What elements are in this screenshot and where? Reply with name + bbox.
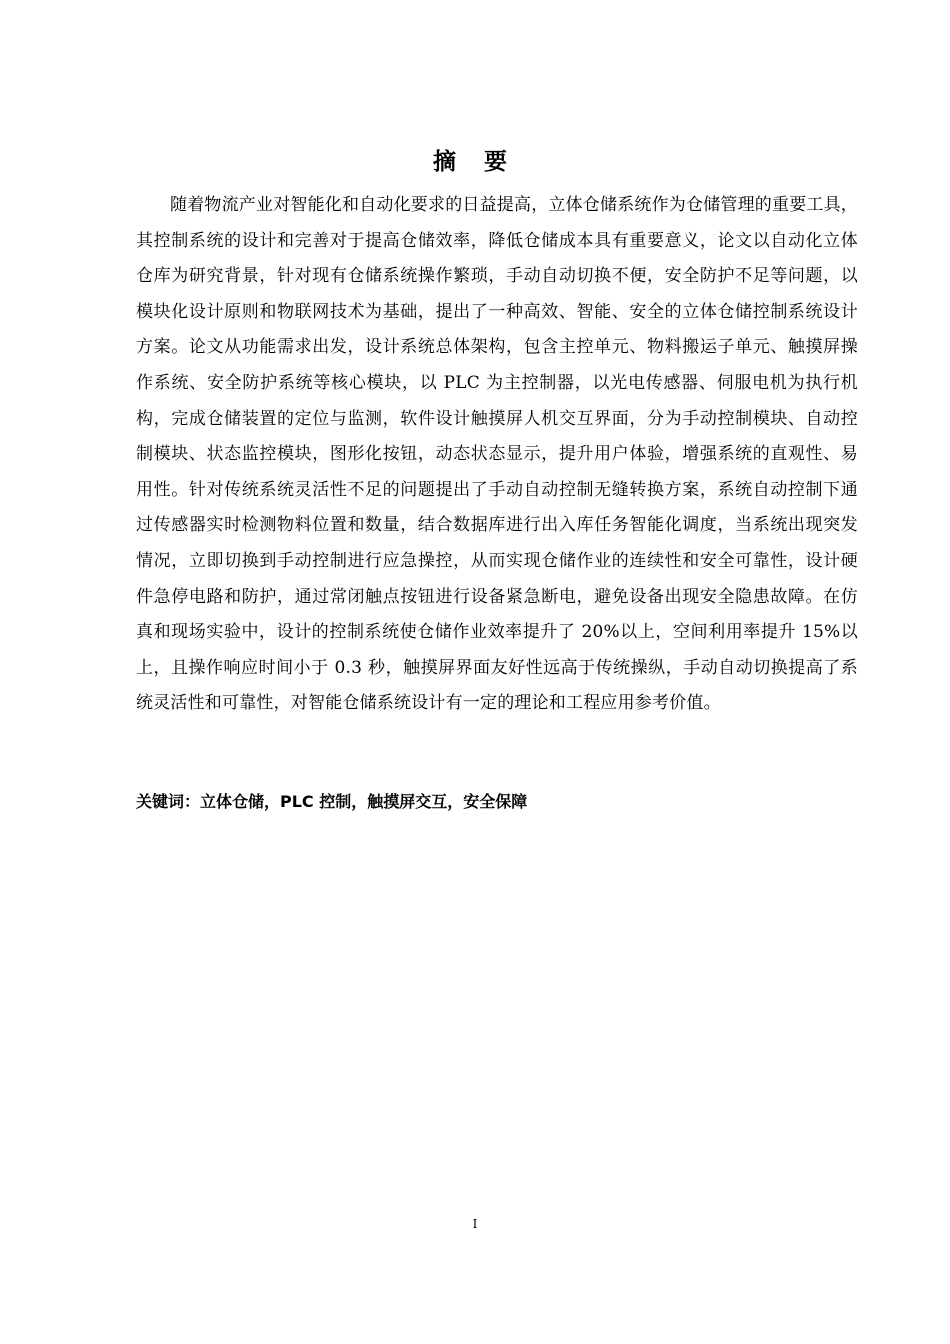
abstract-title: 摘 要: [432, 149, 517, 175]
page-number: I: [472, 1217, 478, 1231]
abstract-body: 随着物流产业对智能化和自动化要求的日益提高，立体仓储系统作为仓储管理的重要工具，其控制系统的设计和完善对于提高仓储效率，降低仓储成本具有重要意义，论文以自动化立体仓库为研究背景，针对现有仓储系统操作繁琐，手动自动切换不便，安全防护不足等问题，以模块化设计原则和物联网技术为基础，提出了一种高效、智能、安全的立体仓储控制系统设计方案。论文从功能需求出发，设计系统总体架构，包含主控单元、物料搬运子单元、触摸屏操作系统、安全防护系统等核心模块，以 PLC 为主控制器，以光电传感器、伺服电机为执行机构，完成仓储装置的定位与监测，软件设计触摸屏人机交互界面，分为手动控制模块、自动控制模块、状态监控模块，图形化按钮，动态状态显示，提升用户体验，增强系统的直观性、易用性。针对传统系统灵活性不足的问题提出了手动自动控制无缝转换方案，系统自动控制下通过传感器实时检测物料位置和数量，结合数据库进行出入库任务智能化调度，当系统出现突发情况，立即切换到手动控制进行应急操控，从而实现仓储作业的连续性和安全可靠性，设计硬件急停电路和防护，通过常闭触点按钮进行设备紧急断电，避免设备出现安全隐患故障。在仿真和现场实验中，设计的控制系统使仓储作业效率提升了 20%以上，空间利用率提升 15%以上，且操作响应时间小于 0.3 秒，触摸屏界面友好性远高于传统操纵，手动自动切换提高了系统灵活性和可靠性，对智能仓储系统设计有一定的理论和工程应用参考价值。: [136, 195, 858, 714]
keywords-line: 关键词：立体仓储，PLC 控制，触摸屏交互，安全保障: [136, 792, 528, 811]
